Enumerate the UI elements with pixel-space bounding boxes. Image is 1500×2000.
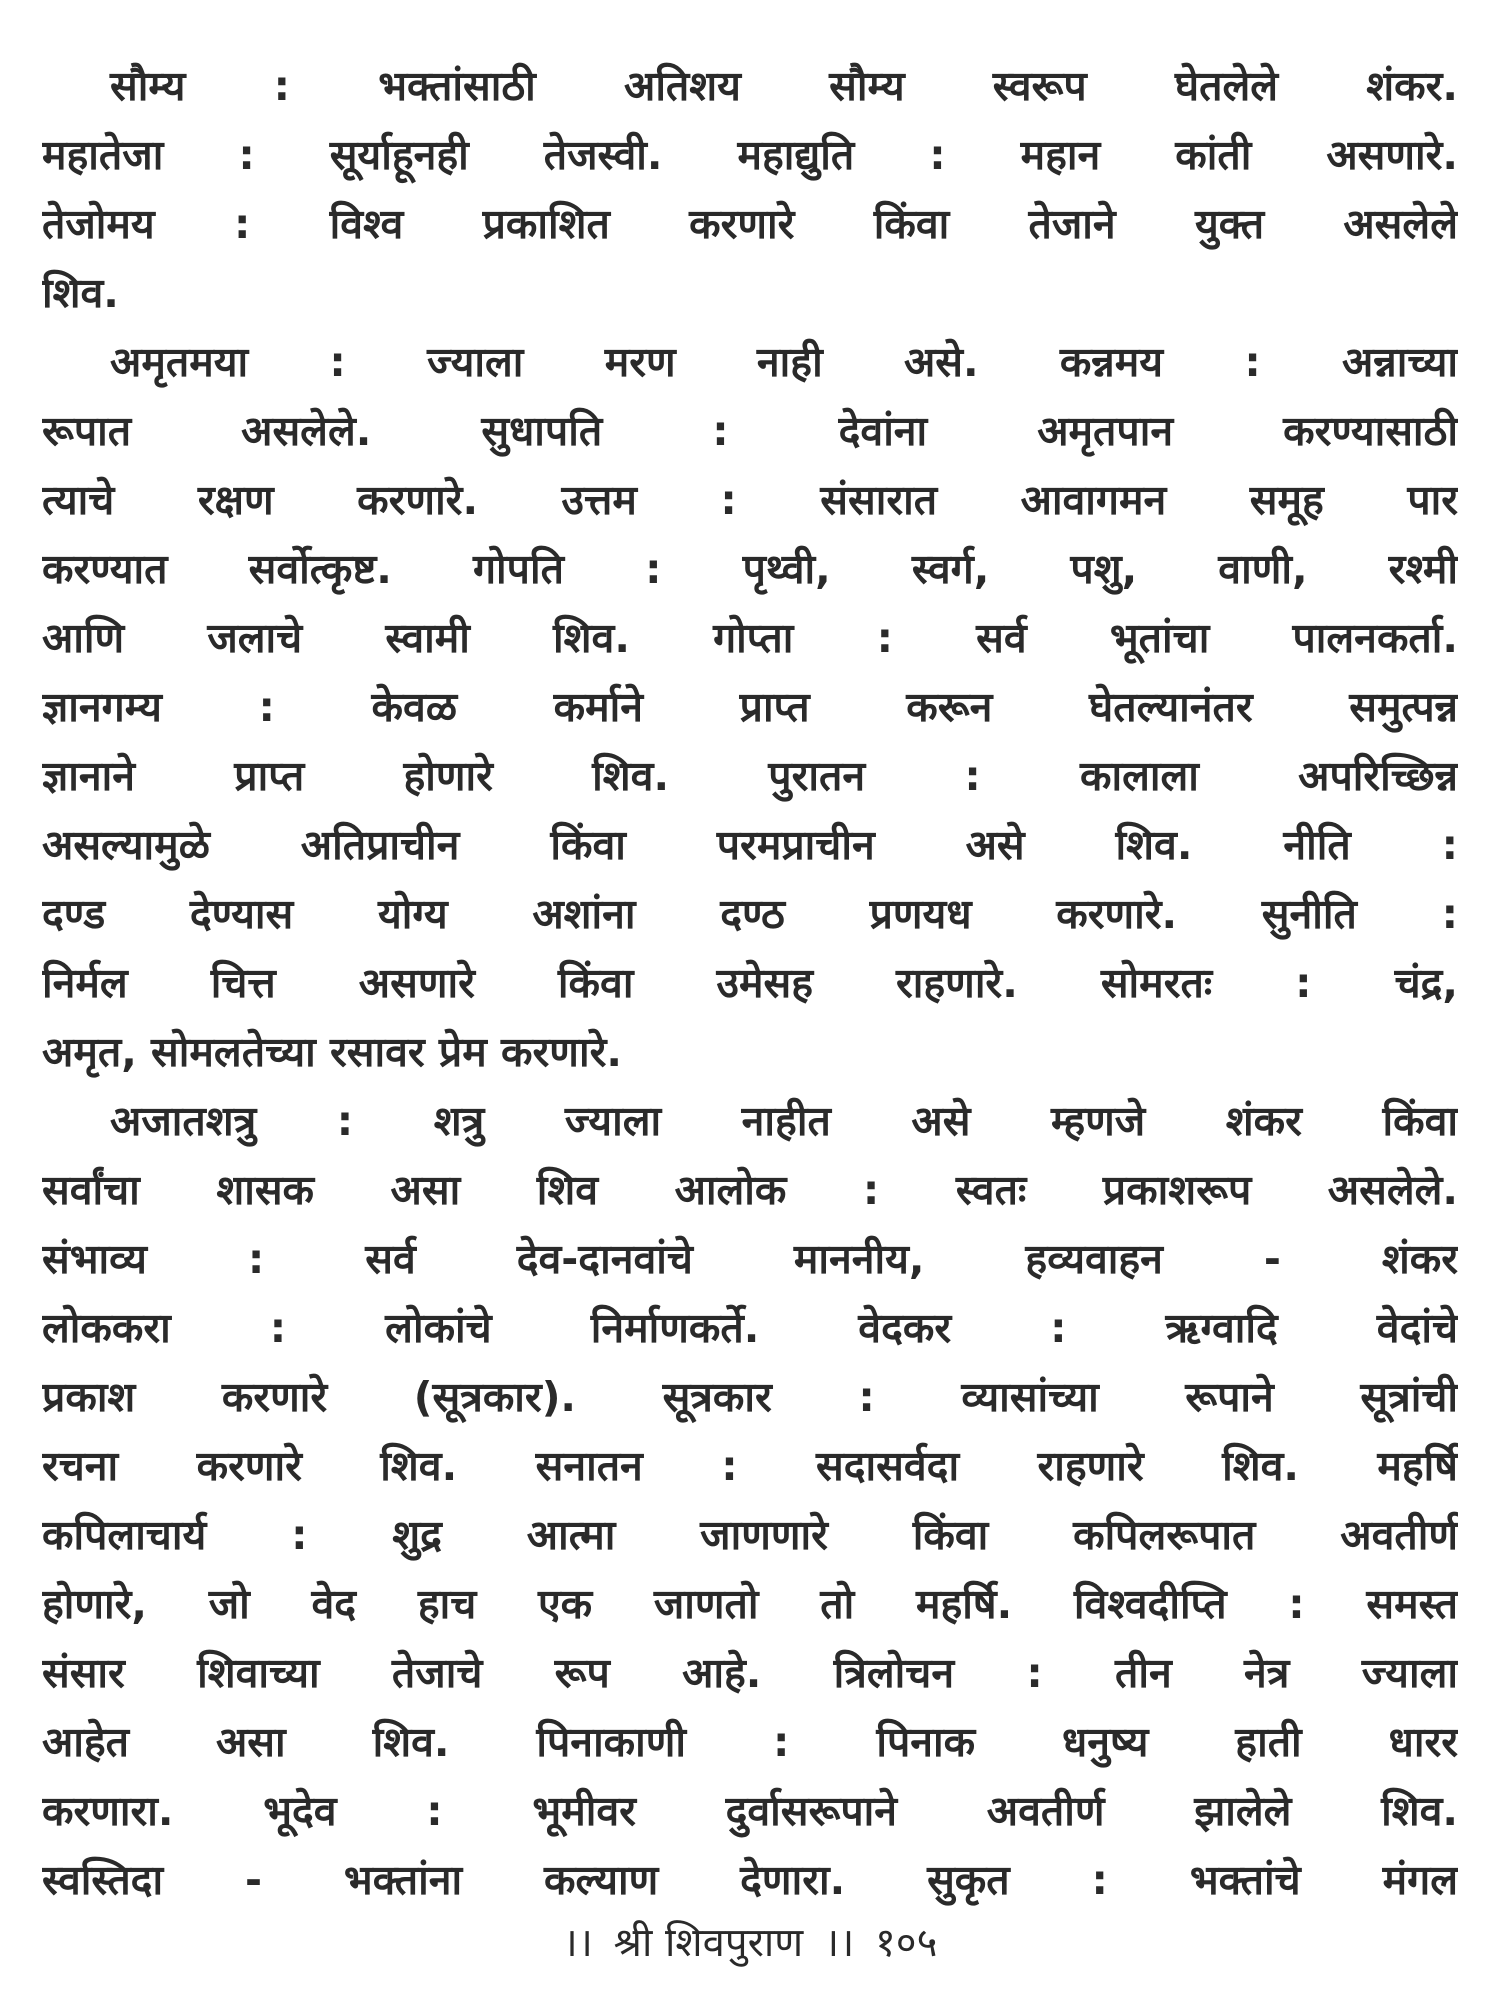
footer-left-mark: ।। xyxy=(562,1920,593,1966)
text-line: प्रकाश करणारे (सूत्रकार). सूत्रकार : व्यासांच्या रूपाने सूत्रांची xyxy=(42,1373,1458,1421)
text-line: ज्ञानगम्य : केवळ कर्माने प्राप्त करून घेतल्यानंतर समुत्पन्न xyxy=(42,683,1458,731)
text-line: स्वस्तिदा - भक्तांना कल्याण देणारा. सुकृत : भक्तांचे मंगल xyxy=(42,1856,1458,1904)
text-line: त्याचे रक्षण करणारे. उत्तम : संसारात आवागमन समूह पार xyxy=(42,476,1458,524)
text-line: शिव. xyxy=(42,269,119,317)
text-line: अमृतमया : ज्याला मरण नाही असे. कन्नमय : अन्नाच्या xyxy=(110,338,1458,386)
text-line: संसार शिवाच्या तेजाचे रूप आहे. त्रिलोचन : तीन नेत्र ज्याला xyxy=(42,1649,1458,1697)
text-line: करणारा. भूदेव : भूमीवर दुर्वासरूपाने अवतीर्ण झालेले शिव. xyxy=(42,1787,1458,1835)
text-line: ज्ञानाने प्राप्त होणारे शिव. पुरातन : कालाला अपरिच्छिन्न xyxy=(42,752,1458,800)
page-number: १०५ xyxy=(874,1920,938,1966)
paragraph-3 xyxy=(42,1087,1458,1915)
page-footer xyxy=(0,1918,1500,1968)
footer-right-mark: ।। xyxy=(823,1920,855,1966)
text-line: निर्मल चित्त असणारे किंवा उमेसह राहणारे. सोमरतः : चंद्र, xyxy=(42,959,1458,1007)
text-line: महातेजा : सूर्याहूनही तेजस्वी. महाद्युति : महान कांती असणारे. xyxy=(42,131,1458,179)
footer-title: श्री शिवपुराण xyxy=(613,1920,804,1966)
text-line: अमृत, सोमलतेच्या रसावर प्रेम करणारे. xyxy=(42,1028,622,1076)
text-line: रचना करणारे शिव. सनातन : सदासर्वदा राहणारे शिव. महर्षि xyxy=(42,1442,1458,1490)
text-line: आणि जलाचे स्वामी शिव. गोप्ता : सर्व भूतांचा पालनकर्ता. xyxy=(42,614,1458,662)
text-line: दण्ड देण्यास योग्य अशांना दण्ठ प्रणयध करणारे. सुनीति : xyxy=(42,890,1458,938)
text-line: आहेत असा शिव. पिनाकाणी : पिनाक धनुष्य हाती धारर xyxy=(42,1718,1458,1766)
text-line: संभाव्य : सर्व देव-दानवांचे माननीय, हव्यवाहन - शंकर xyxy=(42,1235,1458,1283)
text-line: होणारे, जो वेद हाच एक जाणतो तो महर्षि. विश्वदीप्ति : समस्त xyxy=(42,1580,1458,1628)
text-line: कपिलाचार्य : शुद्र आत्मा जाणणारे किंवा कपिलरूपात अवतीर्ण xyxy=(42,1511,1458,1559)
text-line: करण्यात सर्वोत्कृष्ट. गोपति : पृथ्वी, स्वर्ग, पशु, वाणी, रश्मी xyxy=(42,545,1458,593)
paragraph-1 xyxy=(42,52,1458,328)
text-line: लोककरा : लोकांचे निर्माणकर्ते. वेदकर : ऋग्वादि वेदांचे xyxy=(42,1304,1458,1352)
text-line: रूपात असलेले. सुधापति : देवांना अमृतपान करण्यासाठी xyxy=(42,407,1458,455)
text-line: सौम्य : भक्तांसाठी अतिशय सौम्य स्वरूप घेतलेले शंकर. xyxy=(110,62,1458,110)
text-line: असल्यामुळे अतिप्राचीन किंवा परमप्राचीन असे शिव. नीति : xyxy=(42,821,1458,869)
text-line: सर्वांचा शासक असा शिव आलोक : स्वतः प्रकाशरूप असलेले. xyxy=(42,1166,1458,1214)
text-line: अजातशत्रु : शत्रु ज्याला नाहीत असे म्हणजे शंकर किंवा xyxy=(110,1097,1458,1145)
text-line: तेजोमय : विश्व प्रकाशित करणारे किंवा तेजाने युक्त असलेले xyxy=(42,200,1458,248)
paragraph-2 xyxy=(42,328,1458,1087)
body-text xyxy=(42,52,1458,1915)
